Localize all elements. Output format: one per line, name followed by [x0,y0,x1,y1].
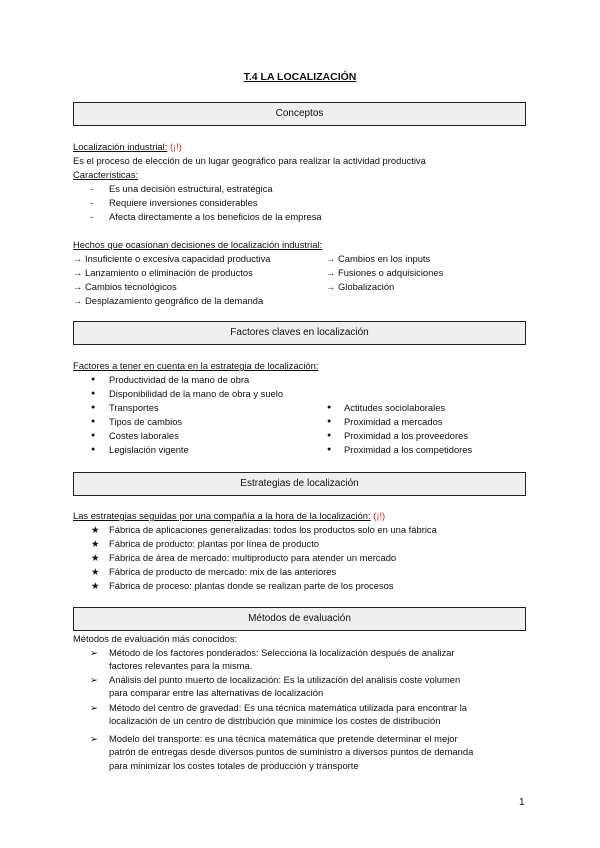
list-item: Disponibilidad de la mano de obra y suelo [109,388,284,399]
star-bullet: ★ [91,538,100,549]
section-header-factores: Factores claves en localización [73,321,526,345]
list-item: → Fusiones o adquisiciones [326,267,444,278]
list-item-cont: para minimizar los costes totales de producción y transporte [109,760,359,771]
list-item: → Cambios tecnológicos [73,281,177,292]
arrowhead-bullet: ➢ [90,674,98,685]
section-header-conceptos: Conceptos [73,102,526,126]
dash-bullet: - [90,183,94,194]
list-item: → Insuficiente o excesiva capacidad productiva [73,253,271,264]
estrategias-heading-text: Las estrategias seguidas por una compañía a la hora de la localización: [73,510,371,521]
list-item: → Globalización [326,281,395,292]
list-item: Fábrica de producto de mercado: mix de las anteriores [109,566,337,577]
list-item: Afecta directamente a los beneficios de la empresa [109,211,322,222]
list-item: Costes laborales [109,430,179,441]
list-item: Proximidad a los proveedores [344,430,469,441]
arrowhead-bullet: ➢ [90,647,98,658]
list-item: Método de los factores ponderados: Selecciona la localización después de analizar [109,647,455,658]
estrategias-heading [73,509,385,522]
section-header-estrategias: Estrategias de localización [73,472,526,496]
list-item: Método del centro de gravedad: Es una técnica matemática utilizada para encontrar la [109,702,468,713]
list-item: Fábrica de proceso: plantas donde se realizan parte de los procesos [109,580,394,591]
hechos-heading: Hechos que ocasionan decisiones de localización industrial: [73,239,323,250]
list-item-cont: localización de un centro de distribución que minimice los costes de distribución [109,715,441,726]
dash-bullet: - [90,211,94,222]
list-item: Legislación vigente [109,444,189,455]
dot-bullet: ● [327,432,332,439]
important-mark: (¡!) [169,141,182,152]
list-item: → Lanzamiento o eliminación de productos [73,267,253,278]
section-header-metodos: Métodos de evaluación [73,607,526,631]
list-item: Fábrica de aplicaciones generalizadas: todos los productos solo en una fábrica [109,524,437,535]
list-item-cont: para comparar entre las alternativas de localización [109,687,324,698]
dot-bullet: ● [327,418,332,425]
dot-bullet: ● [327,404,332,411]
list-item: Proximidad a los competidores [344,444,473,455]
dot-bullet: ● [91,404,96,411]
dot-bullet: ● [91,446,96,453]
list-item-cont: factores relevantes para la misma. [109,660,253,671]
localizacion-heading-text: Localización industrial: [73,141,168,152]
list-item: Tipos de cambios [109,416,183,427]
localizacion-heading [73,140,182,153]
list-item: Actitudes sociolaborales [344,402,446,413]
star-bullet: ★ [91,566,100,577]
definition-text: Es el proceso de elección de un lugar geográfico para realizar la actividad productiva [73,155,426,166]
list-item: Productividad de la mano de obra [109,374,250,385]
dot-bullet: ● [91,418,96,425]
list-item: → Cambios en los inputs [326,253,431,264]
list-item: Transportes [109,402,159,413]
list-item: → Desplazamiento geográfico de la demanda [73,295,264,306]
page-number: 1 [519,797,525,808]
list-item: Modelo del transporte: es una técnica matemática que pretende determinar el mejor [109,733,458,744]
factores-heading: Factores a tener en cuenta en la estrategia de localización: [73,360,319,371]
arrowhead-bullet: ➢ [90,702,98,713]
metodos-intro: Métodos de evaluación más conocidos: [73,633,238,644]
characteristics-heading: Características: [73,169,139,180]
list-item: Proximidad a mercados [344,416,443,427]
document-title: T.4 LA LOCALIZACIÓN [243,71,357,83]
dot-bullet: ● [91,432,96,439]
dot-bullet: ● [327,446,332,453]
list-item: Fábrica de producto: plantas por línea de producto [109,538,320,549]
list-item-cont: patrón de entregas desde diversos puntos de suministro a diversos puntos de demanda [109,746,474,757]
list-item: Análisis del punto muerto de localización: Es la utilización del análisis coste volumen [109,674,461,685]
star-bullet: ★ [91,552,100,563]
list-item: Es una decisión estructural, estratégica [109,183,273,194]
list-item: Requiere inversiones considerables [109,197,258,208]
arrowhead-bullet: ➢ [90,733,98,744]
dot-bullet: ● [91,376,96,383]
dash-bullet: - [90,197,94,208]
star-bullet: ★ [91,580,100,591]
list-item: Fábrica de área de mercado: multiproducto para atender un mercado [109,552,397,563]
star-bullet: ★ [91,524,100,535]
dot-bullet: ● [91,390,96,397]
important-mark: (¡!) [373,510,386,521]
